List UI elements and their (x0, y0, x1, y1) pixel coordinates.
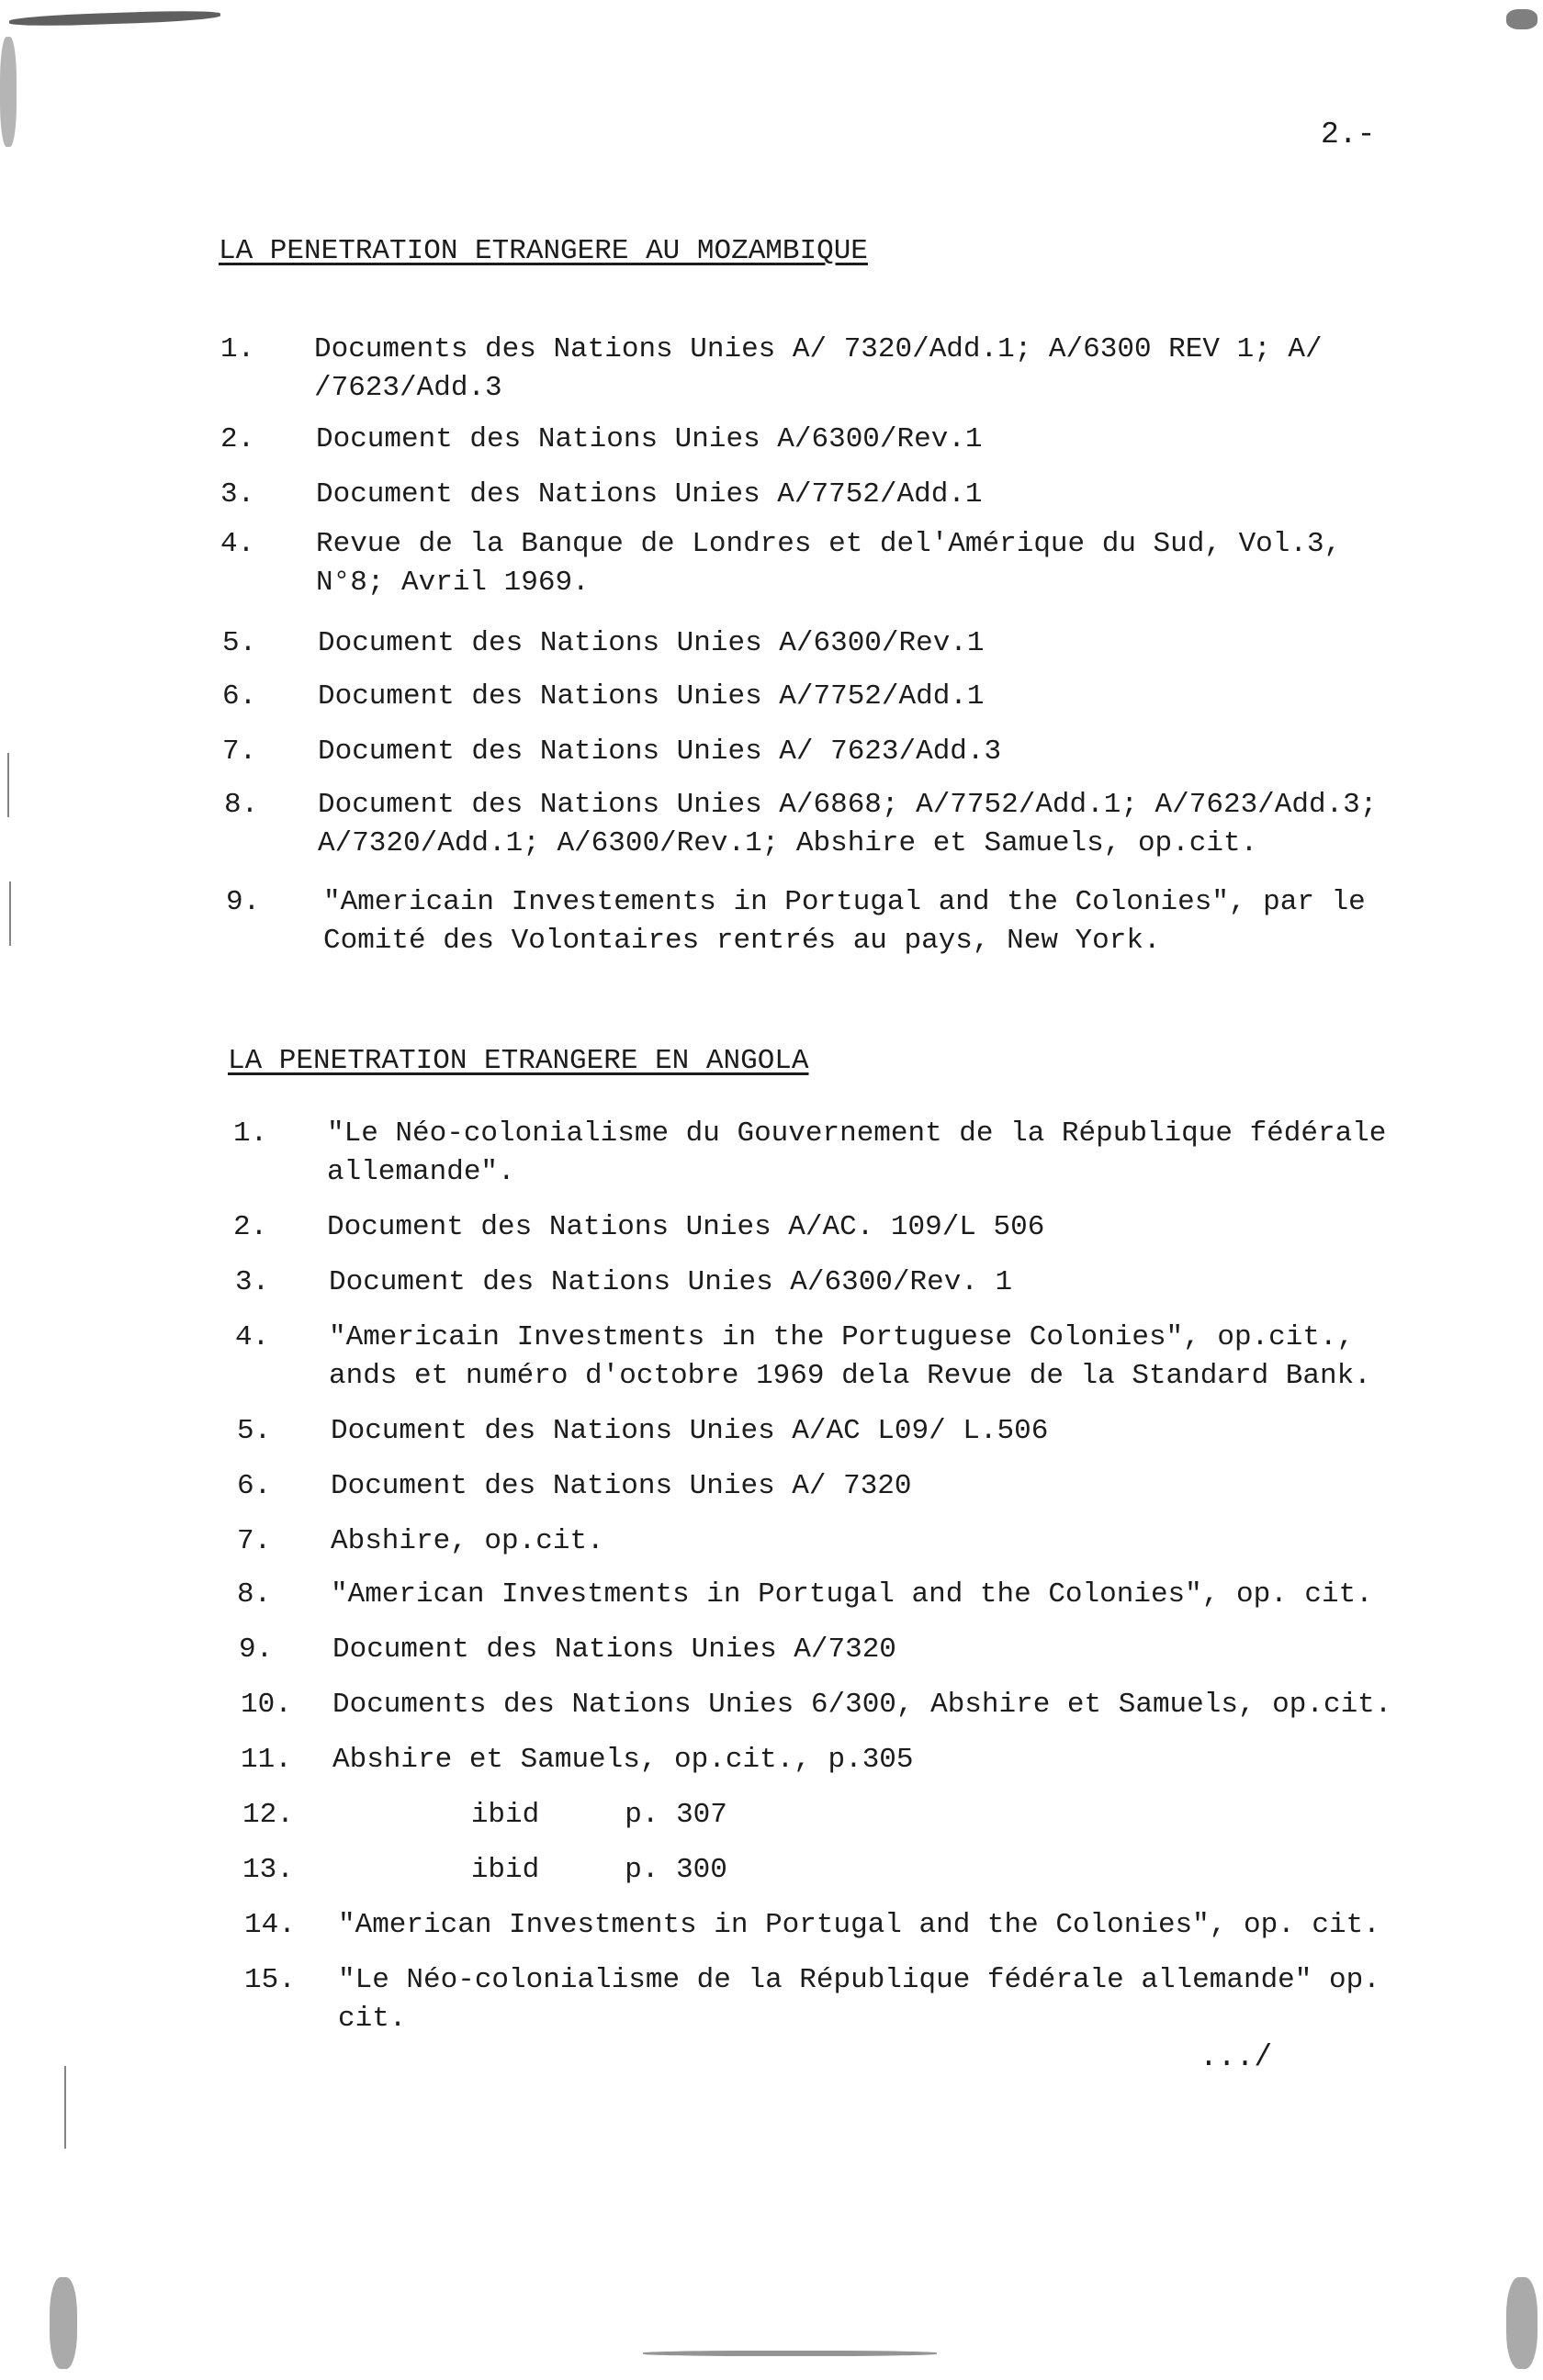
note-number: 1. (233, 1117, 268, 1150)
note-number: 14. (244, 1909, 296, 1941)
scan-smudge-bottom-right (1506, 2277, 1537, 2369)
note-number: 2. (233, 1211, 268, 1243)
note-text: Abshire et Samuels, op.cit., p.305 (332, 1744, 914, 1776)
scan-margin-line-1 (7, 753, 9, 817)
page-number: 2.- (1321, 118, 1376, 152)
note-text: "American Investments in Portugal and the Colonies", op. cit. (338, 1909, 1380, 1941)
note-number: 2. (220, 423, 255, 455)
note-number: 4. (220, 528, 255, 560)
note-text: Document des Nations Unies A/7320 (332, 1633, 896, 1666)
note-text: Abshire, op.cit. (331, 1525, 604, 1557)
note-text: Document des Nations Unies A/6300/Rev.1 (316, 423, 983, 455)
note-text: "American Investments in Portugal and the Colonies", op. cit. (331, 1578, 1373, 1611)
note-text: Document des Nations Unies A/6300/Rev.1 (318, 627, 985, 659)
note-number: 5. (222, 627, 257, 659)
note-text: ibid p. 300 (334, 1854, 727, 1886)
note-number: 3. (220, 478, 255, 511)
note-number: 5. (237, 1415, 272, 1447)
note-text: Revue de la Banque de Londres et del'Amérique du Sud, Vol.3, N°8; Avril 1969. (316, 528, 1342, 599)
note-number: 8. (237, 1578, 272, 1611)
scan-smudge-bottom-mid (643, 2351, 937, 2356)
scan-margin-line-2 (9, 881, 11, 946)
scan-smudge-top-left (9, 9, 220, 28)
note-text: Document des Nations Unies A/6300/Rev. 1 (329, 1266, 1013, 1298)
scan-smudge-bottom-left (50, 2277, 77, 2369)
section-heading: LA PENETRATION ETRANGERE AU MOZAMBIQUE (219, 235, 868, 267)
section-heading: LA PENETRATION ETRANGERE EN ANGOLA (228, 1045, 809, 1077)
note-text: Document des Nations Unies A/ 7623/Add.3 (318, 735, 1002, 768)
note-number: 7. (222, 735, 257, 768)
note-text: "Le Néo-colonialisme de la République fédérale allemande" op. cit. (338, 1964, 1380, 2035)
note-number: 12. (242, 1799, 294, 1831)
scan-smudge-top-left-2 (0, 37, 17, 147)
note-number: 11. (241, 1744, 292, 1776)
note-number: 10. (241, 1689, 292, 1721)
note-text: Documents des Nations Unies A/ 7320/Add.1; A/6300 REV 1; A/ /7623/Add.3 (314, 333, 1323, 404)
note-number: 15. (244, 1964, 296, 1996)
note-text: Document des Nations Unies A/AC L09/ L.506 (331, 1415, 1049, 1447)
note-number: 9. (226, 886, 261, 918)
continuation-mark: .../ (1199, 2040, 1273, 2074)
note-number: 3. (235, 1266, 270, 1298)
note-number: 13. (242, 1854, 294, 1886)
note-text: Document des Nations Unies A/AC. 109/L 506 (327, 1211, 1045, 1243)
note-text: Document des Nations Unies A/7752/Add.1 (316, 478, 983, 511)
note-text: Document des Nations Unies A/6868; A/7752/Add.1; A/7623/Add.3; A/7320/Add.1; A/6300/Rev.1; Abshire et Samuels, op.cit. (318, 789, 1378, 859)
scan-margin-line-3 (64, 2066, 66, 2149)
note-text: Document des Nations Unies A/ 7320 (331, 1470, 912, 1502)
note-text: "Le Néo-colonialisme du Gouvernement de la République fédérale allemande". (327, 1117, 1387, 1188)
note-text: ibid p. 307 (334, 1799, 727, 1831)
note-number: 6. (237, 1470, 272, 1502)
note-number: 6. (222, 680, 257, 713)
note-text: "Americain Investments in the Portuguese Colonies", op.cit., ands et numéro d'octobre 1969 dela Revue de la Standard Bank. (329, 1321, 1371, 1392)
note-number: 1. (220, 333, 255, 365)
note-number: 9. (239, 1633, 274, 1666)
note-text: Document des Nations Unies A/7752/Add.1 (318, 680, 985, 713)
scan-smudge-top-right (1506, 9, 1537, 29)
note-number: 7. (237, 1525, 272, 1557)
note-text: Documents des Nations Unies 6/300, Abshire et Samuels, op.cit. (332, 1689, 1392, 1721)
note-number: 8. (224, 789, 259, 821)
note-text: "Americain Investements in Portugal and the Colonies", par le Comité des Volontaires rentrés au pays, New York. (323, 886, 1366, 957)
note-number: 4. (235, 1321, 270, 1353)
